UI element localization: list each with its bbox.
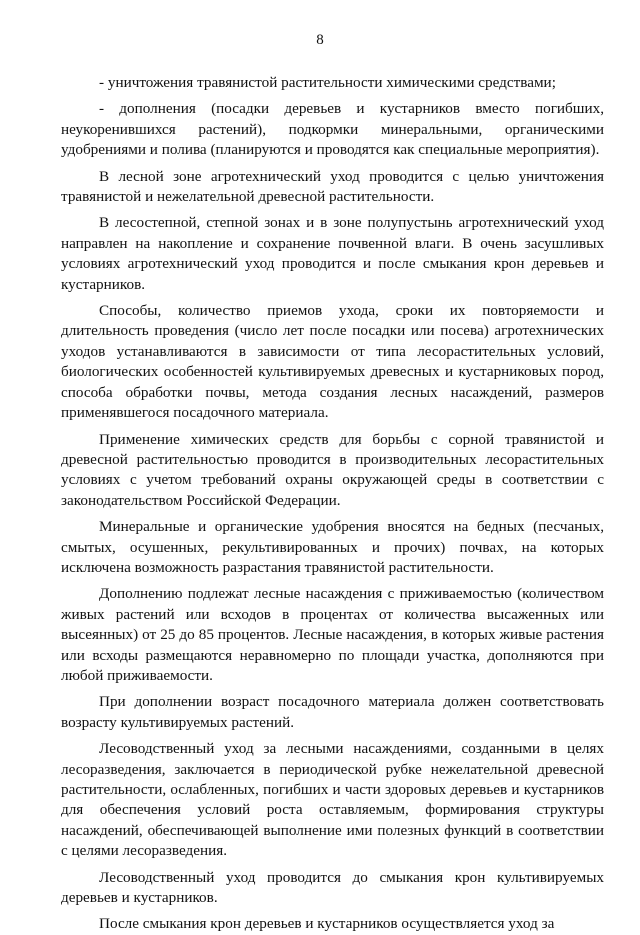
paragraph-care-until-closure: Лесоводственный уход проводится до смыкания крон культивируемых деревьев и кустарников. xyxy=(61,868,604,907)
paragraph-chemicals: Применение химических средств для борьбы с сорной травянистой и древесной растительностью проводится в производительных лесорастительных условиях с учетом требований охраны окружающей среды в соответствии с законодательством Российской Федерации. xyxy=(61,430,604,509)
paragraph-forest-zone: В лесной зоне агротехнический уход проводится с целью уничтожения травянистой и нежелательной древесной растительности. xyxy=(61,167,604,206)
document-body xyxy=(61,73,604,935)
paragraph-methods: Способы, количество приемов ухода, сроки их повторяемости и длительность проведения (число лет после посадки или посева) агротехнических уходов устанавливаются в зависимости от типа лесорастительных условий, биологических особенностей культивируемых древесных и кустарниковых пород, способа обработки почвы, метода создания лесных насаждений, размеров применявшегося посадочного материала. xyxy=(61,302,604,422)
paragraph-seedling-age: При дополнении возраст посадочного материала должен соответствовать возрасту культивируемых растений. xyxy=(61,693,604,731)
page-number: 8 xyxy=(316,32,324,48)
paragraph-steppe-zones: В лесостепной, степной зонах и в зоне полупустынь агротехнический уход направлен на накопление и сохранение почвенной влаги. В очень засушливых условиях агротехнический уход проводится и после смыкания крон деревьев и кустарников. xyxy=(61,214,604,293)
paragraph-bullet-destroy-grass: - уничтожения травянистой растительности химическими средствами; xyxy=(99,74,556,91)
paragraph-supplementation: Дополнению подлежат лесные насаждения с приживаемостью (количеством живых растений или всходов в процентах от количества высаженных или высеянных) от 25 до 85 процентов. Лесные насаждения, в которых живые растения или всходы размещаются неравномерно по площади участка, дополняются при любой приживаемости. xyxy=(61,585,604,684)
paragraph-bullet-supplement: - дополнения (посадки деревьев и кустарников вместо погибших, неукоренившихся растений), подкормки минеральными, органическими удобрениями и полива (планируются и проводятся как специальные мероприятия). xyxy=(61,100,604,159)
paragraph-fertilizers: Минеральные и органические удобрения вносятся на бедных (песчаных, смытых, осушенных, рекультивированных и прочих) почвах, на которых исключена возможность разрастания травянистой растительности. xyxy=(61,518,604,576)
paragraph-silvicultural-care: Лесоводственный уход за лесными насаждениями, созданными в целях лесоразведения, заключается в периодической рубке нежелательной древесной растительности, ослабленных, погибших и части здоровых деревьев и кустарников для обеспечения условий роста оставляемым, формирования структуры насаждений, обеспечивающей выполнение ими полезных функций в соответствии с целями лесоразведения. xyxy=(61,740,604,860)
paragraph-after-closure: После смыкания крон деревьев и кустарников осуществляется уход за xyxy=(99,915,555,933)
